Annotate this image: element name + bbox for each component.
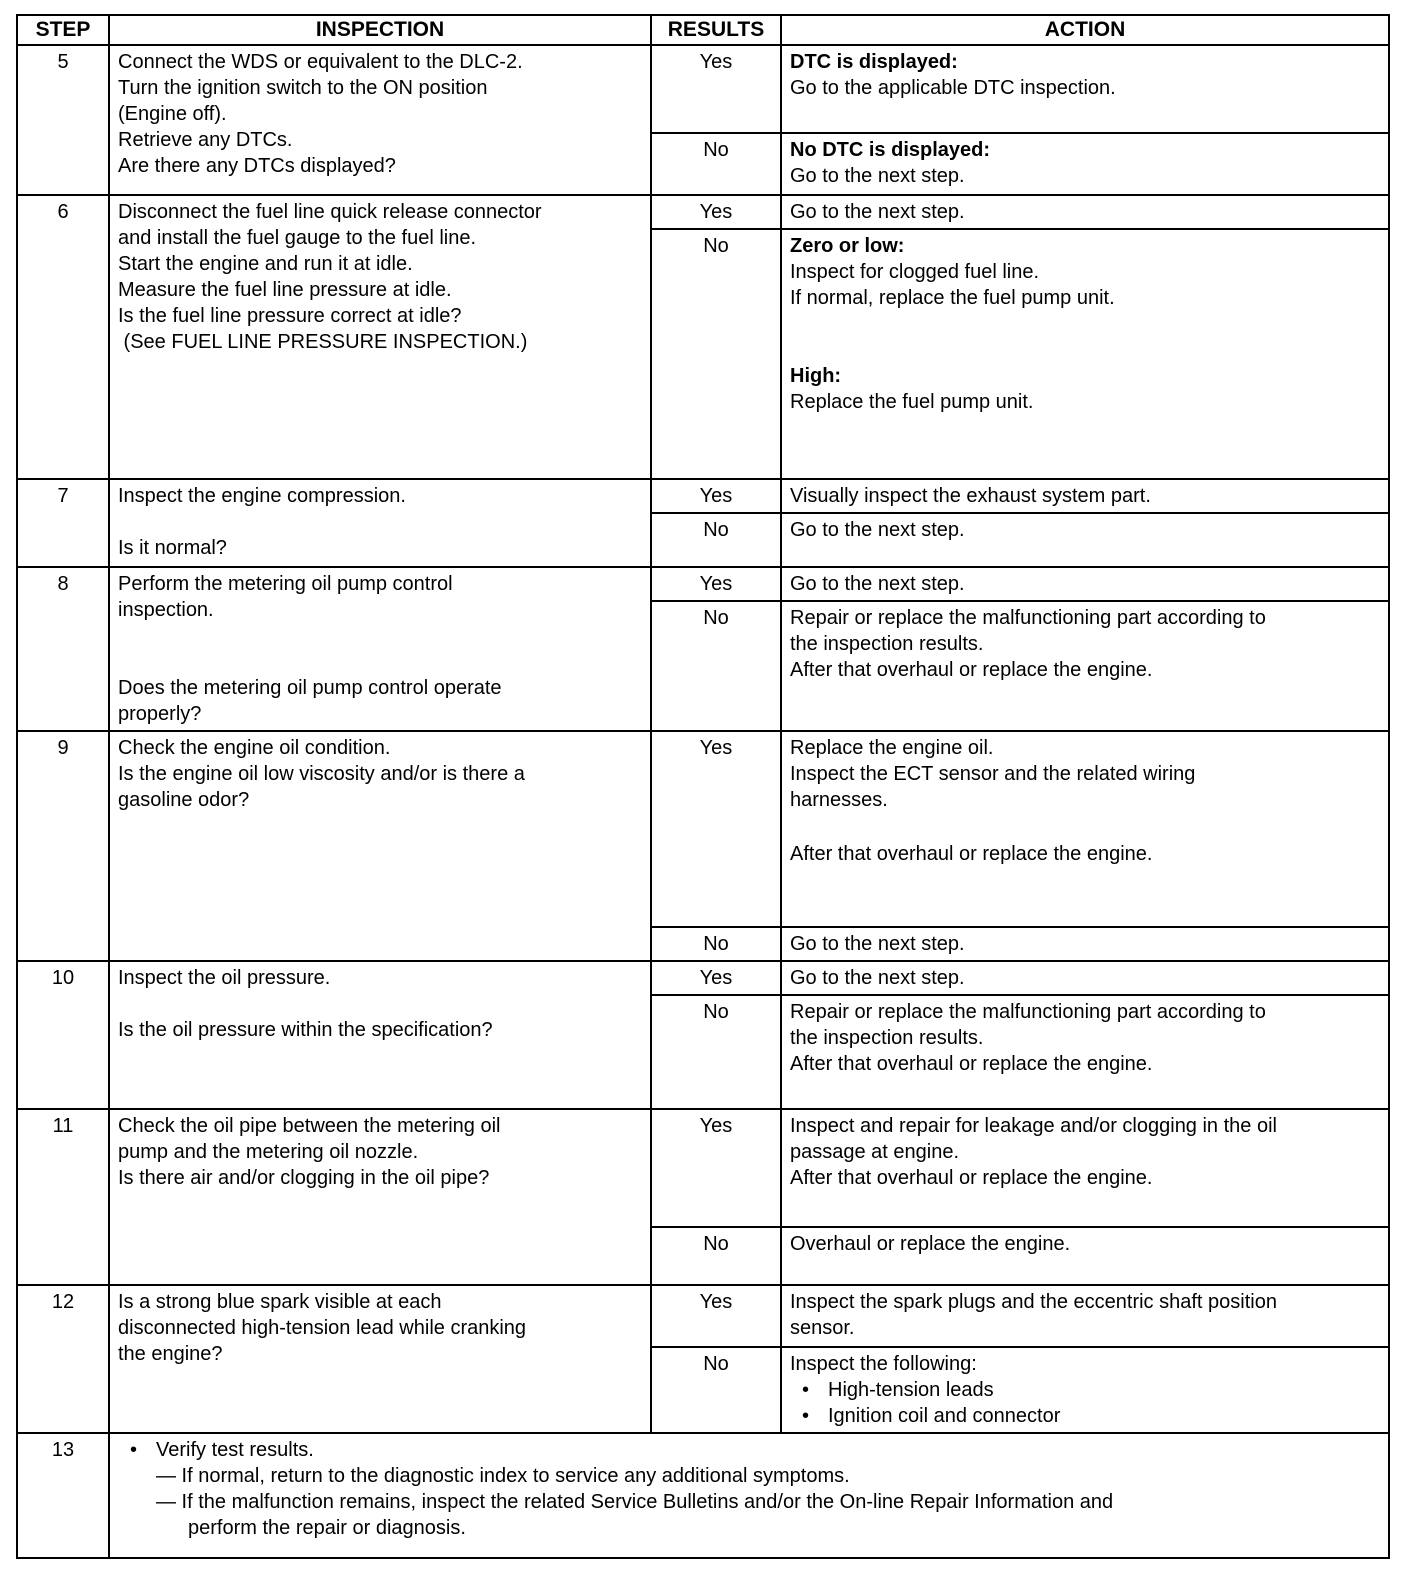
inspection-line: properly?: [118, 703, 202, 725]
result-no: No: [651, 1227, 781, 1285]
diagnostic-table: [16, 14, 1390, 1559]
action-line: harnesses.: [790, 789, 888, 811]
inspection-line: Perform the metering oil pump control: [118, 573, 453, 595]
action-cell: [781, 567, 1389, 601]
inspection-line: and install the fuel gauge to the fuel line.: [118, 227, 477, 249]
step-5-yes-row: [17, 45, 1389, 133]
action-cell: [781, 731, 1389, 927]
result-no: No: [651, 927, 781, 961]
result-yes: Yes: [651, 195, 781, 229]
action-line: sensor.: [790, 1317, 855, 1339]
result-no: No: [651, 601, 781, 731]
inspection-line: Retrieve any DTCs.: [118, 129, 293, 151]
dash-line: — If the malfunction remains, inspect the related Service Bulletins and/or the On-line Repair Information and: [156, 1491, 1114, 1513]
step-inspection: [109, 195, 651, 479]
inspection-line: disconnected high-tension lead while cranking: [118, 1317, 527, 1339]
action-cell: [781, 927, 1389, 961]
inspection-line: Inspect the oil pressure.: [118, 967, 331, 989]
action-cell: [781, 601, 1389, 731]
action-line: Visually inspect the exhaust system part.: [790, 485, 1151, 507]
action-title: No DTC is displayed:: [790, 139, 991, 161]
action-line: After that overhaul or replace the engine.: [790, 1167, 1153, 1189]
inspection-line: the engine?: [118, 1343, 223, 1365]
header-inspection: INSPECTION: [109, 15, 651, 45]
action-line: Go to the applicable DTC inspection.: [790, 77, 1116, 99]
step-number: 13: [17, 1433, 109, 1558]
action-line: Overhaul or replace the engine.: [790, 1233, 1071, 1255]
inspection-line: (Engine off).: [118, 103, 227, 125]
inspection-line: Connect the WDS or equivalent to the DLC-2.: [118, 51, 523, 73]
step-number: 11: [17, 1109, 109, 1285]
step-9-yes-row: [17, 731, 1389, 927]
step-11-yes-row: [17, 1109, 1389, 1227]
dash-line: — If normal, return to the diagnostic index to service any additional symptoms.: [156, 1465, 850, 1487]
action-line: After that overhaul or replace the engine.: [790, 843, 1153, 865]
inspection-line: Inspect the engine compression.: [118, 485, 406, 507]
step-8-yes-row: [17, 567, 1389, 601]
step-number: 12: [17, 1285, 109, 1433]
result-no: No: [651, 995, 781, 1109]
action-line: Go to the next step.: [790, 967, 965, 989]
bullet-list: [790, 1377, 1380, 1429]
action-line: Replace the fuel pump unit.: [790, 391, 1034, 413]
result-yes: Yes: [651, 731, 781, 927]
dash-line-continued: perform the repair or diagnosis.: [188, 1517, 466, 1539]
action-line: Go to the next step.: [790, 201, 965, 223]
action-cell: [781, 1109, 1389, 1227]
inspection-line: Check the engine oil condition.: [118, 737, 391, 759]
action-line: After that overhaul or replace the engine.: [790, 659, 1153, 681]
action-title: Zero or low:: [790, 235, 905, 257]
bullet-item: • Ignition coil and connector: [790, 1403, 1380, 1429]
inspection-line: Turn the ignition switch to the ON position: [118, 77, 488, 99]
action-cell: [781, 1347, 1389, 1433]
step-number: 9: [17, 731, 109, 961]
action-line: the inspection results.: [790, 633, 984, 655]
result-yes: Yes: [651, 1109, 781, 1227]
action-cell: [781, 995, 1389, 1109]
action-line: the inspection results.: [790, 1027, 984, 1049]
diagnostic-table-frame: [16, 14, 1388, 1559]
step-number: 6: [17, 195, 109, 479]
result-yes: Yes: [651, 479, 781, 513]
step-number: 5: [17, 45, 109, 195]
step-number: 10: [17, 961, 109, 1109]
step-7-yes-row: [17, 479, 1389, 513]
step-10-yes-row: [17, 961, 1389, 995]
inspection-line: Is a strong blue spark visible at each: [118, 1291, 442, 1313]
action-cell: [781, 513, 1389, 567]
action-line: If normal, replace the fuel pump unit.: [790, 287, 1115, 309]
action-title: DTC is displayed:: [790, 51, 958, 73]
step-number: 7: [17, 479, 109, 567]
action-line: Inspect and repair for leakage and/or clogging in the oil: [790, 1115, 1277, 1137]
action-line: After that overhaul or replace the engine.: [790, 1053, 1153, 1075]
step-inspection: [109, 567, 651, 731]
step-inspection: [109, 731, 651, 961]
action-line: Go to the next step.: [790, 573, 965, 595]
action-line: Go to the next step.: [790, 933, 965, 955]
inspection-line: Is it normal?: [118, 537, 227, 559]
step-12-yes-row: [17, 1285, 1389, 1347]
result-no: No: [651, 1347, 781, 1433]
step-inspection: [109, 45, 651, 195]
inspection-line: Start the engine and run it at idle.: [118, 253, 413, 275]
result-yes: Yes: [651, 45, 781, 133]
action-title: High:: [790, 365, 842, 387]
action-cell: [781, 133, 1389, 195]
bullet-list: [118, 1437, 1380, 1463]
action-line: Inspect the ECT sensor and the related wiring: [790, 763, 1196, 785]
inspection-line: Does the metering oil pump control operate: [118, 677, 502, 699]
inspection-line: Measure the fuel line pressure at idle.: [118, 279, 452, 301]
step-number: 8: [17, 567, 109, 731]
inspection-line: Is the oil pressure within the specification?: [118, 1019, 493, 1041]
header-row: [17, 15, 1389, 45]
action-line: passage at engine.: [790, 1141, 960, 1163]
inspection-line: Disconnect the fuel line quick release connector: [118, 201, 542, 223]
inspection-line: gasoline odor?: [118, 789, 250, 811]
result-yes: Yes: [651, 567, 781, 601]
inspection-line: pump and the metering oil nozzle.: [118, 1141, 419, 1163]
step-inspection: [109, 1285, 651, 1433]
inspection-line: Are there any DTCs displayed?: [118, 155, 396, 177]
inspection-line: Check the oil pipe between the metering oil: [118, 1115, 501, 1137]
result-yes: Yes: [651, 1285, 781, 1347]
result-no: No: [651, 229, 781, 479]
inspection-line: inspection.: [118, 599, 214, 621]
action-cell: [781, 1285, 1389, 1347]
action-line: Go to the next step.: [790, 519, 965, 541]
action-line: Repair or replace the malfunctioning part according to: [790, 1001, 1266, 1023]
header-action: ACTION: [781, 15, 1389, 45]
inspection-line: Is the engine oil low viscosity and/or is there a: [118, 763, 525, 785]
step-inspection: [109, 1109, 651, 1285]
step-13-content: [109, 1433, 1389, 1558]
step-6-yes-row: [17, 195, 1389, 229]
step-13-row: [17, 1433, 1389, 1558]
result-no: No: [651, 133, 781, 195]
action-line: Go to the next step.: [790, 165, 965, 187]
inspection-line: Is there air and/or clogging in the oil pipe?: [118, 1167, 490, 1189]
action-line: Inspect for clogged fuel line.: [790, 261, 1040, 283]
action-cell: [781, 195, 1389, 229]
result-no: No: [651, 513, 781, 567]
bullet-item: • High-tension leads: [790, 1377, 1380, 1403]
inspection-line: Is the fuel line pressure correct at idle?: [118, 305, 462, 327]
bullet-item: • Verify test results.: [118, 1437, 1380, 1463]
step-inspection: [109, 961, 651, 1109]
result-yes: Yes: [651, 961, 781, 995]
action-cell: [781, 479, 1389, 513]
action-line: Inspect the following:: [790, 1353, 977, 1375]
action-cell: [781, 45, 1389, 133]
step-inspection: [109, 479, 651, 567]
action-line: Repair or replace the malfunctioning part according to: [790, 607, 1266, 629]
header-step: STEP: [17, 15, 109, 45]
header-results: RESULTS: [651, 15, 781, 45]
action-cell: [781, 229, 1389, 479]
inspection-line: (See FUEL LINE PRESSURE INSPECTION.): [118, 331, 528, 353]
action-line: Inspect the spark plugs and the eccentric shaft position: [790, 1291, 1277, 1313]
action-cell: [781, 961, 1389, 995]
action-cell: [781, 1227, 1389, 1285]
action-line: Replace the engine oil.: [790, 737, 994, 759]
